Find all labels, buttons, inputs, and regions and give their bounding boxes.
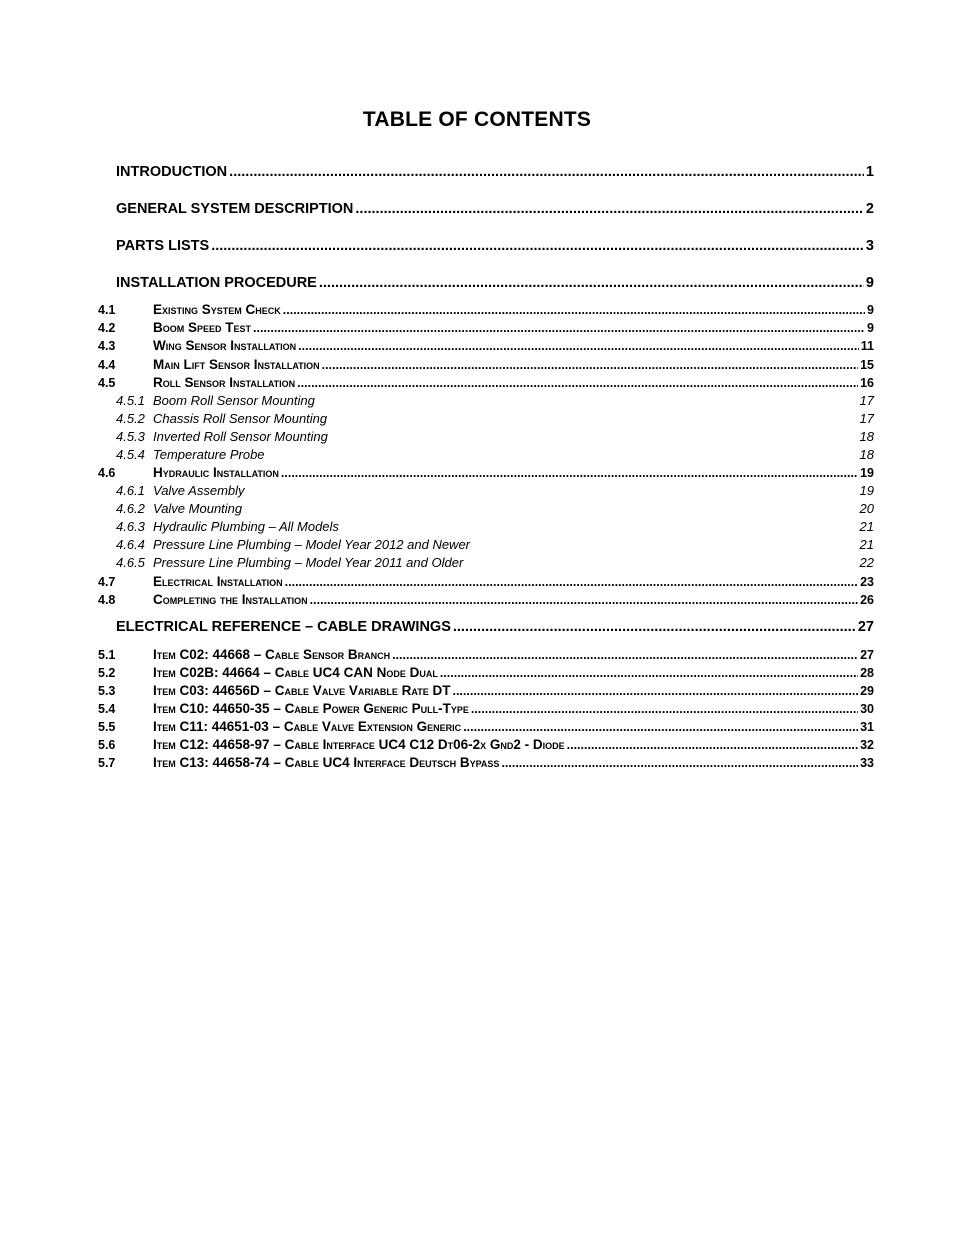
toc-page-number: 17	[859, 393, 874, 408]
toc-entry-4-7[interactable]	[98, 574, 874, 589]
toc-title: Hydraulic Installation	[153, 465, 279, 480]
toc-title: Boom Roll Sensor Mounting	[153, 393, 315, 408]
leader-dots	[253, 321, 865, 335]
toc-title: Completing the Installation	[153, 592, 308, 607]
toc-entry-5-4[interactable]	[98, 701, 874, 716]
toc-title: Hydraulic Plumbing – All Models	[153, 519, 339, 534]
toc-entry-4-4[interactable]	[98, 357, 874, 372]
toc-entry-introduction[interactable]	[116, 164, 874, 180]
toc-title: Temperature Probe	[153, 447, 265, 462]
toc-number: 4.6.2	[116, 501, 145, 516]
leader-dots	[283, 303, 865, 317]
toc-title: INTRODUCTION	[116, 164, 228, 180]
toc-number: 5.5	[98, 720, 116, 734]
toc-number: 4.6.5	[116, 555, 145, 570]
toc-number: 4.4	[98, 358, 116, 372]
toc-title: Pressure Line Plumbing – Model Year 2012 and Newer	[153, 537, 471, 552]
toc-entry-4-8[interactable]	[98, 592, 874, 607]
toc-number: 4.5.3	[116, 429, 145, 444]
leader-dots	[229, 164, 864, 180]
leader-dots	[319, 275, 864, 291]
toc-number: 4.5.2	[116, 411, 145, 426]
toc-title: GENERAL SYSTEM DESCRIPTION	[116, 201, 354, 217]
toc-entry-4-6-5[interactable]	[116, 555, 874, 570]
leader-dots	[322, 358, 858, 372]
leader-dots	[285, 575, 858, 589]
leader-dots	[392, 648, 858, 662]
leader-dots	[463, 720, 858, 734]
leader-dots	[310, 593, 858, 607]
toc-page-number: 18	[859, 447, 874, 462]
toc-number: 5.7	[98, 756, 116, 770]
toc-entry-4-5-1[interactable]	[116, 393, 874, 408]
leader-dots	[567, 738, 858, 752]
leader-dots	[471, 702, 858, 716]
toc-entry-5-2[interactable]	[98, 665, 874, 680]
toc-page-number: 3	[865, 238, 874, 254]
toc-page-number: 9	[865, 275, 874, 291]
toc-title: Electrical Installation	[153, 574, 283, 589]
leader-dots	[453, 619, 856, 635]
toc-title: Item C03: 44656D – Cable Valve Variable Rate DT	[153, 683, 451, 698]
toc-page-number: 27	[857, 619, 874, 635]
toc-number: 4.5	[98, 376, 116, 390]
toc-entry-4-6-3[interactable]	[116, 519, 874, 534]
toc-page-number: 19	[859, 483, 874, 498]
toc-number: 4.6.4	[116, 537, 145, 552]
toc-page-number: 17	[859, 411, 874, 426]
toc-entry-installation-procedure[interactable]	[116, 275, 874, 291]
toc-page-number: 16	[860, 376, 874, 390]
toc-title: Main Lift Sensor Installation	[153, 357, 320, 372]
toc-entry-4-6-2[interactable]	[116, 501, 874, 516]
toc-number: 5.6	[98, 738, 116, 752]
toc-number: 5.1	[98, 648, 116, 662]
toc-page-number: 31	[860, 720, 874, 734]
toc-entry-4-1[interactable]	[98, 302, 874, 317]
toc-entry-4-5-3[interactable]	[116, 429, 874, 444]
toc-number: 4.1	[98, 303, 116, 317]
toc-page-number: 18	[859, 429, 874, 444]
toc-page-number: 22	[859, 555, 874, 570]
toc-entry-4-6[interactable]	[98, 465, 874, 480]
toc-title: Item C10: 44650-35 – Cable Power Generic Pull-Type	[153, 701, 469, 716]
toc-number: 4.6.1	[116, 483, 145, 498]
toc-page-number: 20	[859, 501, 874, 516]
toc-title: Boom Speed Test	[153, 320, 252, 335]
leader-dots	[298, 339, 859, 353]
toc-page-number: 26	[860, 593, 874, 607]
toc-entry-electrical-reference[interactable]	[116, 619, 874, 635]
toc-page-number: 9	[867, 321, 874, 335]
leader-dots	[452, 684, 858, 698]
toc-entry-5-1[interactable]	[98, 647, 874, 662]
toc-number: 5.3	[98, 684, 116, 698]
toc-entry-5-3[interactable]	[98, 683, 874, 698]
toc-page-number: 21	[859, 519, 874, 534]
toc-title: Existing System Check	[153, 302, 281, 317]
toc-title: Item C12: 44658-97 – Cable Interface UC4 C12 Dt06-2x Gnd2 - Diode	[153, 737, 565, 752]
toc-page-number: 32	[860, 738, 874, 752]
toc-number: 4.6	[98, 466, 116, 480]
toc-entry-5-7[interactable]	[98, 755, 874, 770]
leader-dots	[355, 201, 864, 217]
leader-dots	[281, 466, 858, 480]
toc-entry-5-6[interactable]	[98, 737, 874, 752]
toc-entry-4-3[interactable]	[98, 338, 874, 353]
toc-page-number: 30	[860, 702, 874, 716]
toc-entry-4-5-4[interactable]	[116, 447, 874, 462]
toc-title: INSTALLATION PROCEDURE	[116, 275, 317, 291]
toc-entry-4-6-4[interactable]	[116, 537, 874, 552]
toc-page-number: 28	[860, 666, 874, 680]
toc-title: Item C11: 44651-03 – Cable Valve Extension Generic	[153, 719, 462, 734]
toc-entry-4-2[interactable]	[98, 320, 874, 335]
toc-page-number: 15	[860, 358, 874, 372]
toc-title: Item C13: 44658-74 – Cable UC4 Interface Deutsch Bypass	[153, 755, 500, 770]
toc-title: Roll Sensor Installation	[153, 375, 296, 390]
toc-title: Chassis Roll Sensor Mounting	[153, 411, 328, 426]
leader-dots	[297, 376, 858, 390]
toc-number: 4.5.4	[116, 447, 145, 462]
toc-title: Wing Sensor Installation	[153, 338, 297, 353]
toc-page-number: 19	[860, 466, 874, 480]
toc-entry-4-5-2[interactable]	[116, 411, 874, 426]
toc-entry-4-5[interactable]	[98, 375, 874, 390]
toc-number: 4.6.3	[116, 519, 145, 534]
toc-page-number: 9	[867, 303, 874, 317]
toc-title: Inverted Roll Sensor Mounting	[153, 429, 328, 444]
toc-title: ELECTRICAL REFERENCE – CABLE DRAWINGS	[116, 619, 451, 635]
toc-page-number: 33	[860, 756, 874, 770]
toc-page-number: 23	[860, 575, 874, 589]
page-title: TABLE OF CONTENTS	[362, 108, 592, 131]
toc-entry-4-6-1[interactable]	[116, 483, 874, 498]
toc-title: Valve Mounting	[153, 501, 243, 516]
toc-number: 4.2	[98, 321, 116, 335]
toc-page-number: 11	[860, 339, 874, 353]
toc-title: Pressure Line Plumbing – Model Year 2011 and Older	[153, 555, 464, 570]
toc-title: Item C02B: 44664 – Cable UC4 CAN Node Dual	[153, 665, 438, 680]
toc-page-number: 2	[865, 201, 874, 217]
leader-dots	[501, 756, 858, 770]
toc-number: 4.8	[98, 593, 116, 607]
toc-page-number: 1	[865, 164, 874, 180]
toc-page-number: 29	[860, 684, 874, 698]
leader-dots	[211, 238, 864, 254]
toc-number: 5.4	[98, 702, 116, 716]
toc-entry-general-system-description[interactable]	[116, 201, 874, 217]
leader-dots	[440, 666, 858, 680]
toc-number: 4.3	[98, 339, 116, 353]
toc-number: 5.2	[98, 666, 116, 680]
toc-number: 4.5.1	[116, 393, 145, 408]
toc-title: Item C02: 44668 – Cable Sensor Branch	[153, 647, 391, 662]
toc-title: Valve Assembly	[153, 483, 245, 498]
toc-entry-5-5[interactable]	[98, 719, 874, 734]
toc-number: 4.7	[98, 575, 116, 589]
toc-title: PARTS LISTS	[116, 238, 210, 254]
toc-entry-parts-lists[interactable]	[116, 238, 874, 254]
toc-page-number: 27	[860, 648, 874, 662]
toc-page-number: 21	[859, 537, 874, 552]
